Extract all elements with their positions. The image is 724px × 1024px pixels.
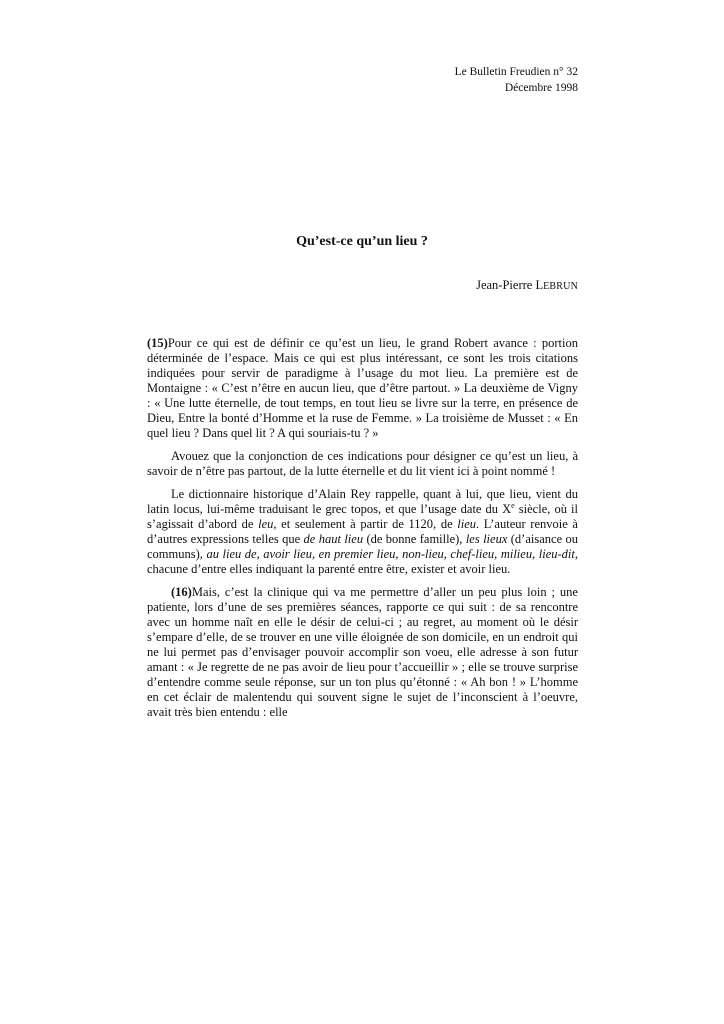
italic-term: leu (258, 517, 274, 531)
article-title: Qu’est-ce qu’un lieu ? (296, 234, 428, 249)
bulletin-issue: Le Bulletin Freudien n° 32 (454, 66, 578, 78)
author-last-initial: L (535, 278, 544, 292)
running-header (455, 64, 578, 96)
italic-term-list: au lieu de, avoir lieu, en premier lieu, non-lieu, chef-lieu, milieu, lieu-dit (206, 547, 575, 561)
superscript-e: e (511, 500, 515, 510)
italic-term: de haut lieu (303, 532, 364, 546)
text-run: siècle, où il s’agissait d’abord de (147, 502, 578, 531)
author-first-name: Jean-Pierre (476, 278, 533, 292)
text-run: (de bonne famille), (363, 532, 466, 546)
paragraph-dictionary (147, 487, 578, 577)
paragraph-number: (15) (147, 336, 168, 350)
text-run: , et seulement à partir de 1120, de (273, 517, 458, 531)
paragraph-conjunction (147, 449, 578, 479)
italic-term: les lieux (465, 532, 508, 546)
paragraph-number: (16) (171, 585, 192, 599)
paragraph-16 (147, 585, 578, 720)
paragraph-15 (147, 336, 578, 441)
issue-date: Décembre 1998 (504, 82, 578, 94)
text-run: Le dictionnaire historique d’Alain Rey rappelle, quant à lui, que lieu, vient du latin locus, lui-même traduisant le grec topos, et que l’usage date du X (147, 487, 578, 516)
article-body (147, 336, 578, 728)
paragraph-text: Pour ce qui est de définir ce qu’est un lieu, le grand Robert avance : portion déterminée de l’espace. Mais ce qui est plus intéressant, ce sont les trois citations indiquées pour servir de paradigme à l’usage du mot lieu. La première est de Montaigne : « C’est n’être en aucun lieu, que d’être partout. » La deuxième de Vigny : « Une lutte éternelle, de tout temps, en tout lieu se livre sur la terre, en présence de Dieu, Entre la bonté d’Homme et la ruse de Femme. » La troisième de Musset : « En quel lieu ? Dans quel lit ? A qui souriais-tu ? » (147, 336, 578, 440)
text-run: (d’aisance ou communs), (147, 532, 578, 561)
text-run: . L’auteur renvoie à d’autres expressions telles que (147, 517, 578, 546)
italic-term: lieu (457, 517, 477, 531)
paragraph-text: Mais, c’est la clinique qui va me permettre d’aller un peu plus loin ; une patiente, lors d’une de ses premières séances, rapporte ce qui suit : de sa rencontre avec un homme naît en elle le désir de celui-ci ; au regret, au moment où le désir s’empare d’elle, de se trouver en une ville éloignée de son domicile, en un endroit qui ne lui permet pas d’envisager pouvoir accomplir son voeu, elle adresse à son futur amant : « Je regrette de ne pas avoir de lieu pour t’accueillir » ; elle se trouve surprise d’entendre comme seule réponse, sur un ton plus qu’étonné : « Ah bon ! » L’homme en cet éclair de malentendu qui souvent signe le sujet de l’inconscient à l’oeuvre, avait très bien entendu : elle (147, 585, 578, 719)
author-last-name-rest: EBRUN (543, 281, 578, 292)
author-name (476, 278, 578, 293)
paragraph-text: Avouez que la conjonction de ces indications pour désigner ce qu’est un lieu, à savoir de n’être pas partout, de la lutte éternelle et du lit vient ici à point nommé ! (147, 449, 578, 478)
text-run: , chacune d’entre elles indiquant la parenté entre être, exister et avoir lieu. (147, 547, 578, 576)
